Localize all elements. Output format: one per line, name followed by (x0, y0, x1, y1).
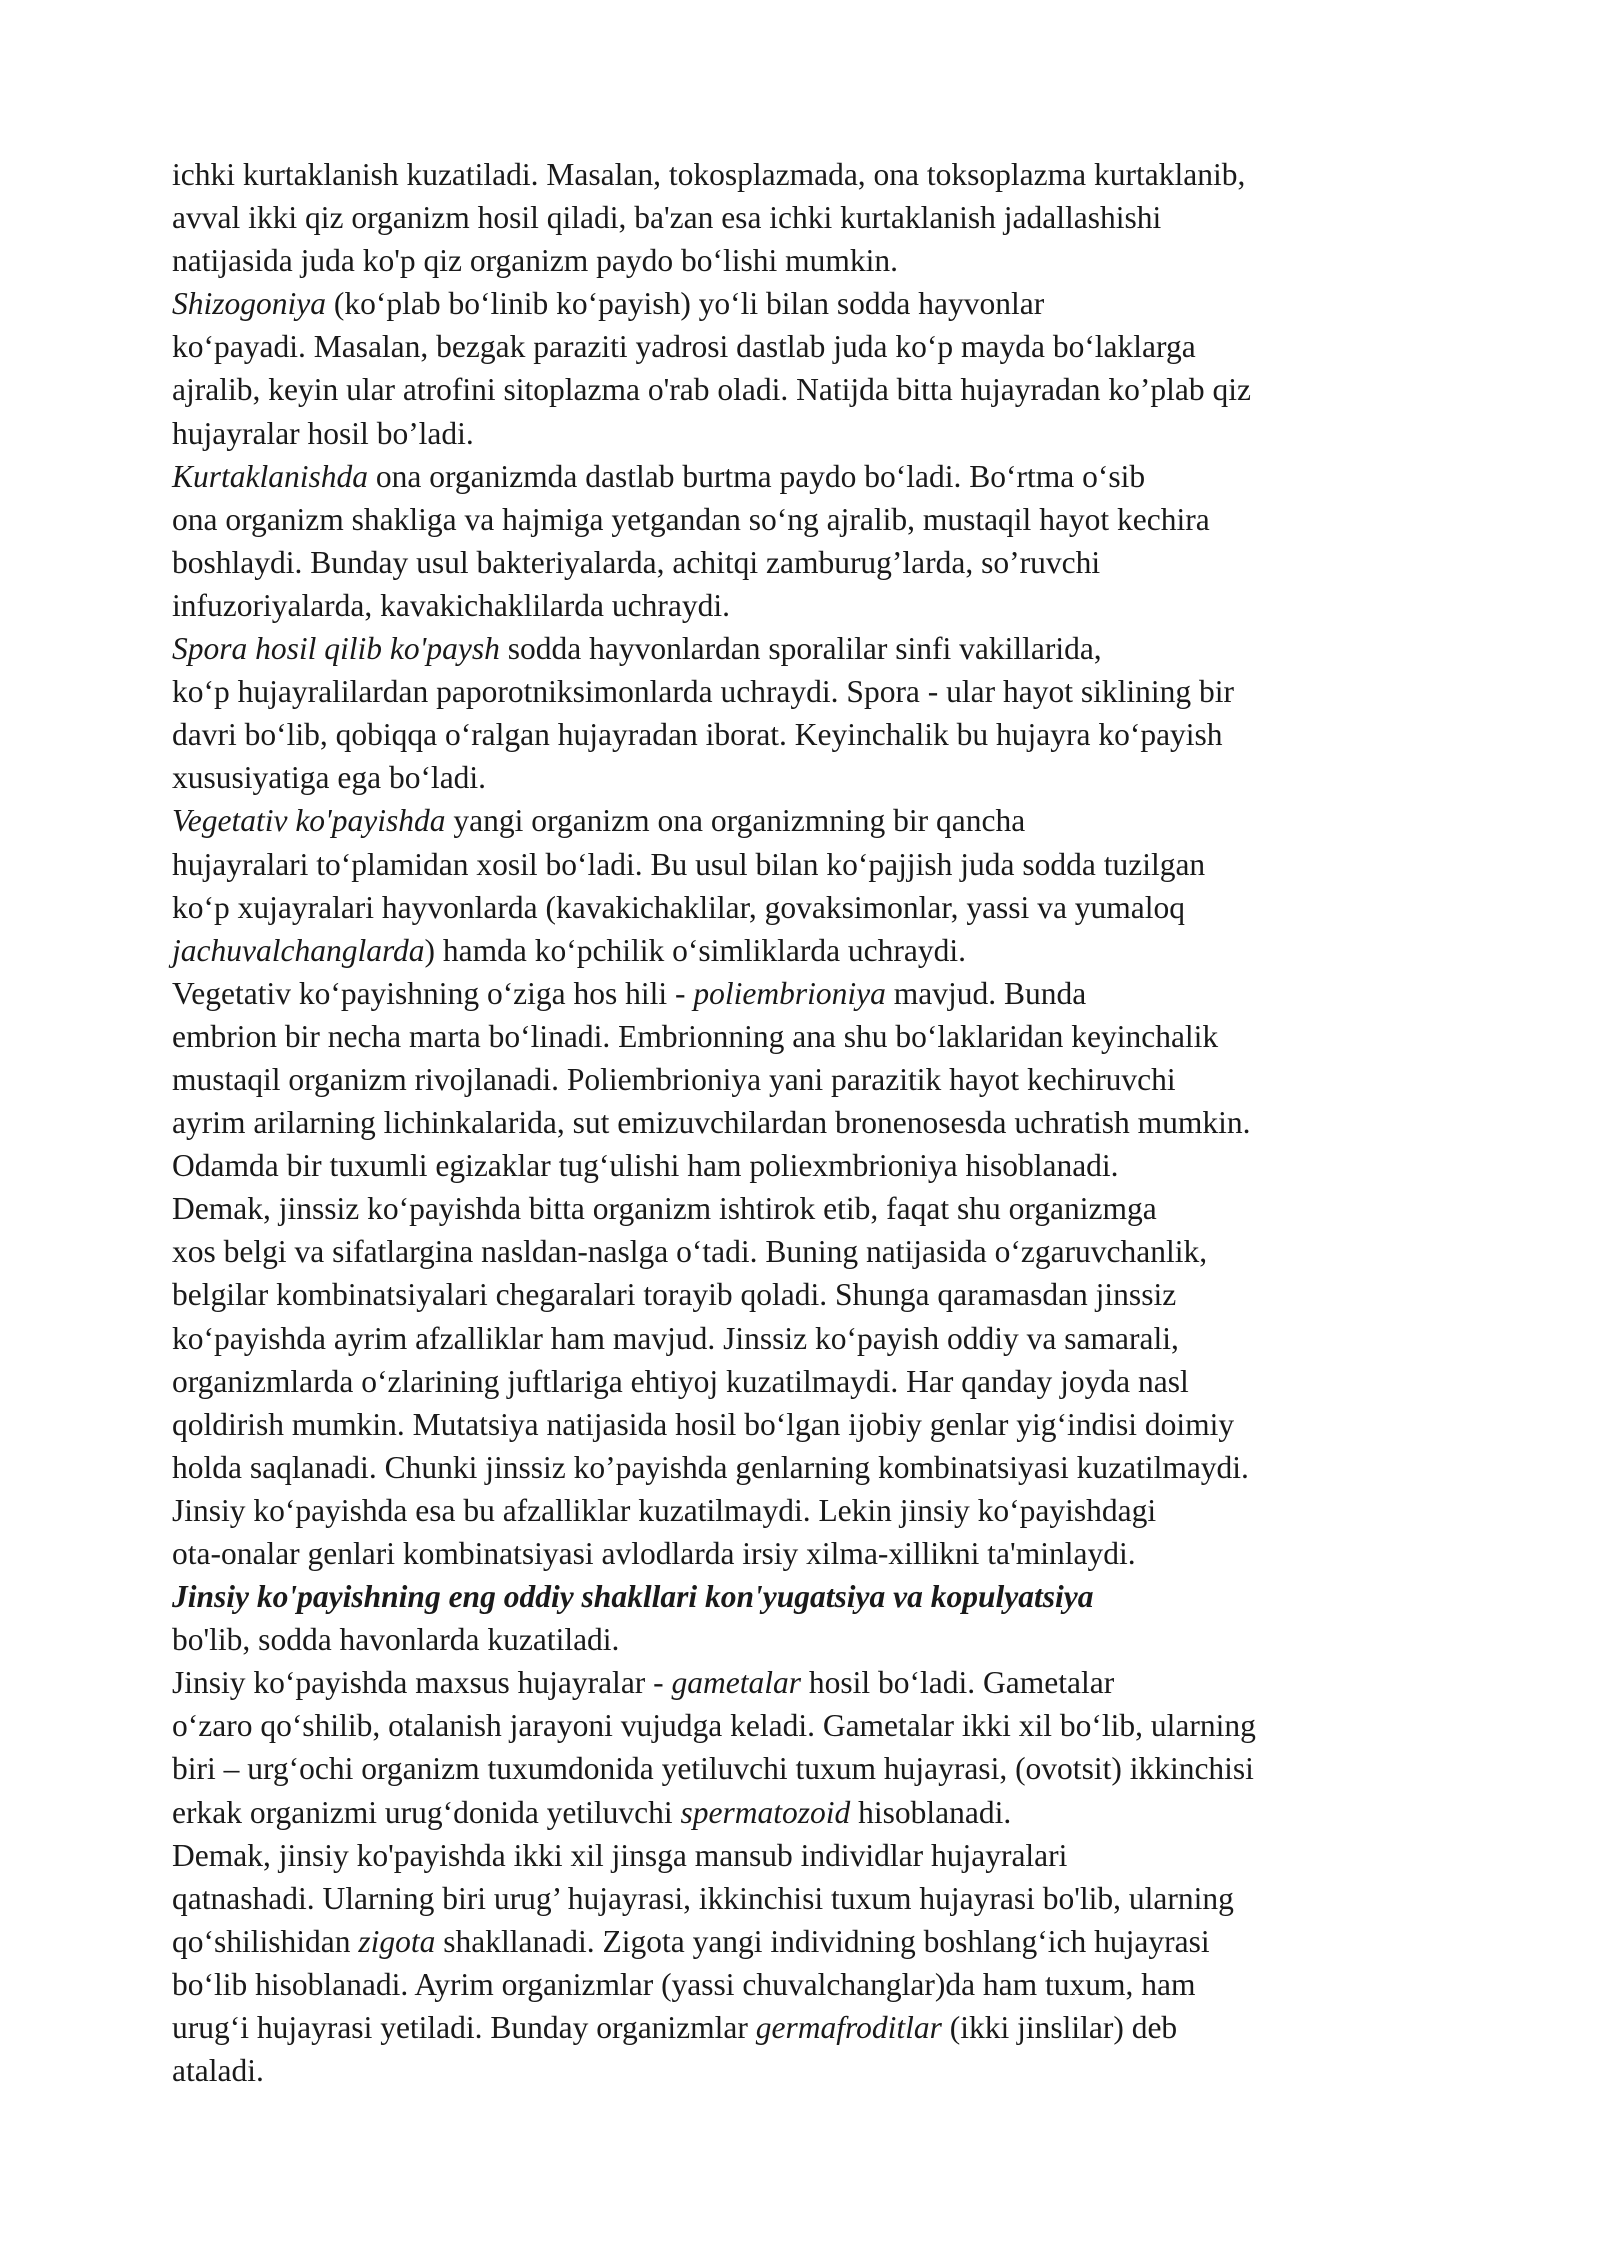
text-line (172, 1704, 1492, 1747)
text-run: embrion bir necha marta bo‘linadi. Embrionning ana shu bo‘laklaridan keyinchalik (172, 1018, 1219, 1054)
text-line (172, 627, 1492, 670)
text-line (172, 713, 1492, 756)
text-run: mustaqil organizm rivojlanadi. Poliembrioniya yani parazitik hayot kechiruvchi (172, 1061, 1176, 1097)
text-line (172, 1661, 1492, 1704)
text-line (172, 1230, 1492, 1273)
text-line (172, 1446, 1492, 1489)
text-line (172, 2006, 1492, 2049)
text-run: erkak organizmi urug‘donida yetiluvchi (172, 1794, 681, 1830)
text-run: Demak, jinssiz ko‘payishda bitta organizm ishtirok etib, faqat shu organizmga (172, 1191, 1157, 1227)
text-run: yangi organizm ona organizmning bir qancha (445, 803, 1026, 839)
italic-term: spermatozoid (680, 1794, 851, 1830)
text-run: hisoblanadi. (850, 1794, 1012, 1830)
italic-term: zigota (358, 1923, 436, 1959)
text-line (172, 368, 1492, 411)
text-line (172, 1144, 1492, 1187)
text-line (172, 670, 1492, 713)
text-run: qatnashadi. Ularning biri urug’ hujayrasi, ikkinchisi tuxum hujayrasi bo'lib, ularning (172, 1880, 1234, 1916)
text-line (172, 584, 1492, 627)
text-line (172, 498, 1492, 541)
text-line (172, 412, 1492, 455)
text-line (172, 1317, 1492, 1360)
text-run: ko‘p xujayralari hayvonlarda (kavakichaklilar, govaksimonlar, yassi va yumaloq (172, 889, 1186, 925)
bold-italic-text: Jinsiy ko'payishning eng oddiy shakllari kon'yugatsiya va kopulyatsiya (172, 1579, 1094, 1615)
text-run: ona organizmda dastlab burtma paydo bo‘ladi. Bo‘rtma o‘sib (368, 458, 1146, 494)
text-run: belgilar kombinatsiyalari chegaralari torayib qoladi. Shunga qaramasdan jinssiz (172, 1277, 1177, 1313)
italic-term: jachuvalchanglarda (172, 932, 425, 968)
text-line (172, 1015, 1492, 1058)
text-run: holda saqlanadi. Chunki jinssiz ko’payishda genlarning kombinatsiyasi kuzatilmaydi. (172, 1449, 1249, 1485)
text-run: qo‘shilishidan (172, 1923, 359, 1959)
text-run: (ko‘plab bo‘linib ko‘payish) yo‘li bilan sodda hayvonlar (326, 286, 1045, 322)
text-run: ko‘p hujayralilardan paporotniksimonlarda uchraydi. Spora - ular hayot siklining bir (172, 674, 1234, 710)
text-run: ko‘payishda ayrim afzalliklar ham mavjud. Jinssiz ko‘payish oddiy va samarali, (172, 1320, 1179, 1356)
italic-term: Kurtaklanishda (172, 458, 369, 494)
text-run: boshlaydi. Bunday usul bakteriyalarda, achitqi zamburug’larda, so’ruvchi (172, 544, 1101, 580)
text-line (172, 455, 1492, 498)
paragraph (172, 455, 1492, 627)
document-page (172, 153, 1492, 2092)
text-run: biri – urg‘ochi organizm tuxumdonida yetiluvchi tuxum hujayrasi, (ovotsit) ikkinchisi (172, 1751, 1254, 1787)
text-line (172, 325, 1492, 368)
text-run: bo‘lib hisoblanadi. Ayrim organizmlar (yassi chuvalchanglar)da ham tuxum, ham (172, 1966, 1196, 2002)
paragraph (172, 1575, 1492, 1661)
paragraph (172, 1187, 1492, 1489)
text-run: qoldirish mumkin. Mutatsiya natijasida hosil bo‘lgan ijobiy genlar yig‘indisi doimiy (172, 1406, 1235, 1442)
text-run: ichki kurtaklanish kuzatiladi. Masalan, tokosplazmada, ona toksoplazma kurtaklanib, (172, 157, 1246, 192)
text-run: hujayralari to‘plamidan xosil bo‘ladi. Bu usul bilan ko‘pajjish juda sodda tuzilgan (172, 846, 1206, 882)
text-run: organizmlarda o‘zlarining juftlariga ehtiyoj kuzatilmaydi. Har qanday joyda nasl (172, 1363, 1189, 1399)
text-line (172, 1360, 1492, 1403)
text-run: mavjud. Bunda (885, 975, 1087, 1011)
text-line (172, 1920, 1492, 1963)
text-line (172, 1403, 1492, 1446)
text-line (172, 1618, 1492, 1661)
paragraph (172, 282, 1492, 454)
text-line (172, 1877, 1492, 1920)
text-run: Jinsiy ko‘payishda esa bu afzalliklar kuzatilmaydi. Lekin jinsiy ko‘payishdagi (172, 1492, 1157, 1528)
text-run: xos belgi va sifatlargina nasldan-naslga o‘tadi. Buning natijasida o‘zgaruvchanlik, (172, 1234, 1208, 1270)
text-run: Jinsiy ko‘payishda maxsus hujayralar - (172, 1665, 672, 1701)
text-run: hosil bo‘ladi. Gametalar (801, 1665, 1115, 1701)
paragraph (172, 1661, 1492, 1833)
italic-term: poliembrioniya (693, 975, 886, 1011)
text-line (172, 1532, 1492, 1575)
italic-term: Spora hosil qilib ko'paysh (172, 631, 500, 667)
text-run: shakllanadi. Zigota yangi individning boshlang‘ich hujayrasi (435, 1923, 1210, 1959)
text-line (172, 282, 1492, 325)
text-run: avval ikki qiz organizm hosil qiladi, ba'zan esa ichki kurtaklanish jadallashishi (172, 200, 1162, 236)
text-run: ataladi. (172, 2053, 264, 2089)
text-run: o‘zaro qo‘shilib, otalanish jarayoni vujudga keladi. Gametalar ikki xil bo‘lib, ularning (172, 1708, 1256, 1744)
text-line (172, 1273, 1492, 1316)
text-line (172, 1575, 1492, 1618)
text-line (172, 196, 1492, 239)
paragraph (172, 1834, 1492, 2093)
paragraph (172, 1489, 1492, 1575)
text-line (172, 1101, 1492, 1144)
text-line (172, 1187, 1492, 1230)
italic-term: Shizogoniya (172, 286, 326, 322)
text-line (172, 972, 1492, 1015)
text-line (172, 886, 1492, 929)
text-line (172, 1058, 1492, 1101)
text-run: ona organizm shakliga va hajmiga yetgandan so‘ng ajralib, mustaqil hayot kechira (172, 501, 1210, 537)
text-line (172, 1747, 1492, 1790)
text-line (172, 541, 1492, 584)
text-line (172, 756, 1492, 799)
text-line (172, 153, 1492, 196)
text-line (172, 1791, 1492, 1834)
text-run: xususiyatiga ega bo‘ladi. (172, 760, 487, 796)
text-run: ayrim arilarning lichinkalarida, sut emizuvchilardan bronenosesda uchratish mumkin. (172, 1105, 1251, 1141)
text-line (172, 1834, 1492, 1877)
italic-term: Vegetativ ko'payishda (172, 803, 446, 839)
text-run: ajralib, keyin ular atrofini sitoplazma o'rab oladi. Natijda bitta hujayradan ko’plab qiz (172, 372, 1251, 408)
paragraph (172, 799, 1492, 971)
text-line (172, 1963, 1492, 2006)
text-run: natijasida juda ko'p qiz organizm paydo bo‘lishi mumkin. (172, 243, 898, 279)
text-run: urug‘i hujayrasi yetiladi. Bunday organizmlar (172, 2010, 756, 2046)
paragraph (172, 153, 1492, 282)
text-run: Demak, jinsiy ko'payishda ikki xil jinsga mansub individlar hujayralari (172, 1837, 1068, 1873)
text-line (172, 799, 1492, 842)
text-line (172, 239, 1492, 282)
text-run: sodda hayvonlardan sporalilar sinfi vakillarida, (499, 631, 1102, 667)
text-run: ko‘payadi. Masalan, bezgak paraziti yadrosi dastlab juda ko‘p mayda bo‘laklarga (172, 329, 1196, 365)
text-line (172, 1489, 1492, 1532)
text-run: hujayralar hosil bo’ladi. (172, 415, 474, 451)
italic-term: germafroditlar (755, 2010, 942, 2046)
text-run: (ikki jinslilar) deb (941, 2010, 1178, 2046)
text-line (172, 929, 1492, 972)
text-run: bo'lib, sodda havonlarda kuzatiladi. (172, 1622, 620, 1658)
paragraph (172, 972, 1492, 1187)
text-run: infuzoriyalarda, kavakichaklilarda uchraydi. (172, 587, 730, 623)
text-run: ) hamda ko‘pchilik o‘simliklarda uchraydi. (424, 932, 967, 968)
text-run: Vegetativ ko‘payishning o‘ziga hos hili - (172, 975, 694, 1011)
text-run: davri bo‘lib, qobiqqa o‘ralgan hujayradan iborat. Keyinchalik bu hujayra ko‘payish (172, 717, 1223, 753)
paragraph (172, 627, 1492, 799)
text-run: ota-onalar genlari kombinatsiyasi avlodlarda irsiy xilma-xillikni ta'minlaydi. (172, 1536, 1136, 1571)
text-line (172, 843, 1492, 886)
italic-term: gametalar (671, 1665, 802, 1701)
text-line (172, 2049, 1492, 2092)
text-run: Odamda bir tuxumli egizaklar tug‘ulishi ham poliexmbrioniya hisoblanadi. (172, 1148, 1119, 1184)
